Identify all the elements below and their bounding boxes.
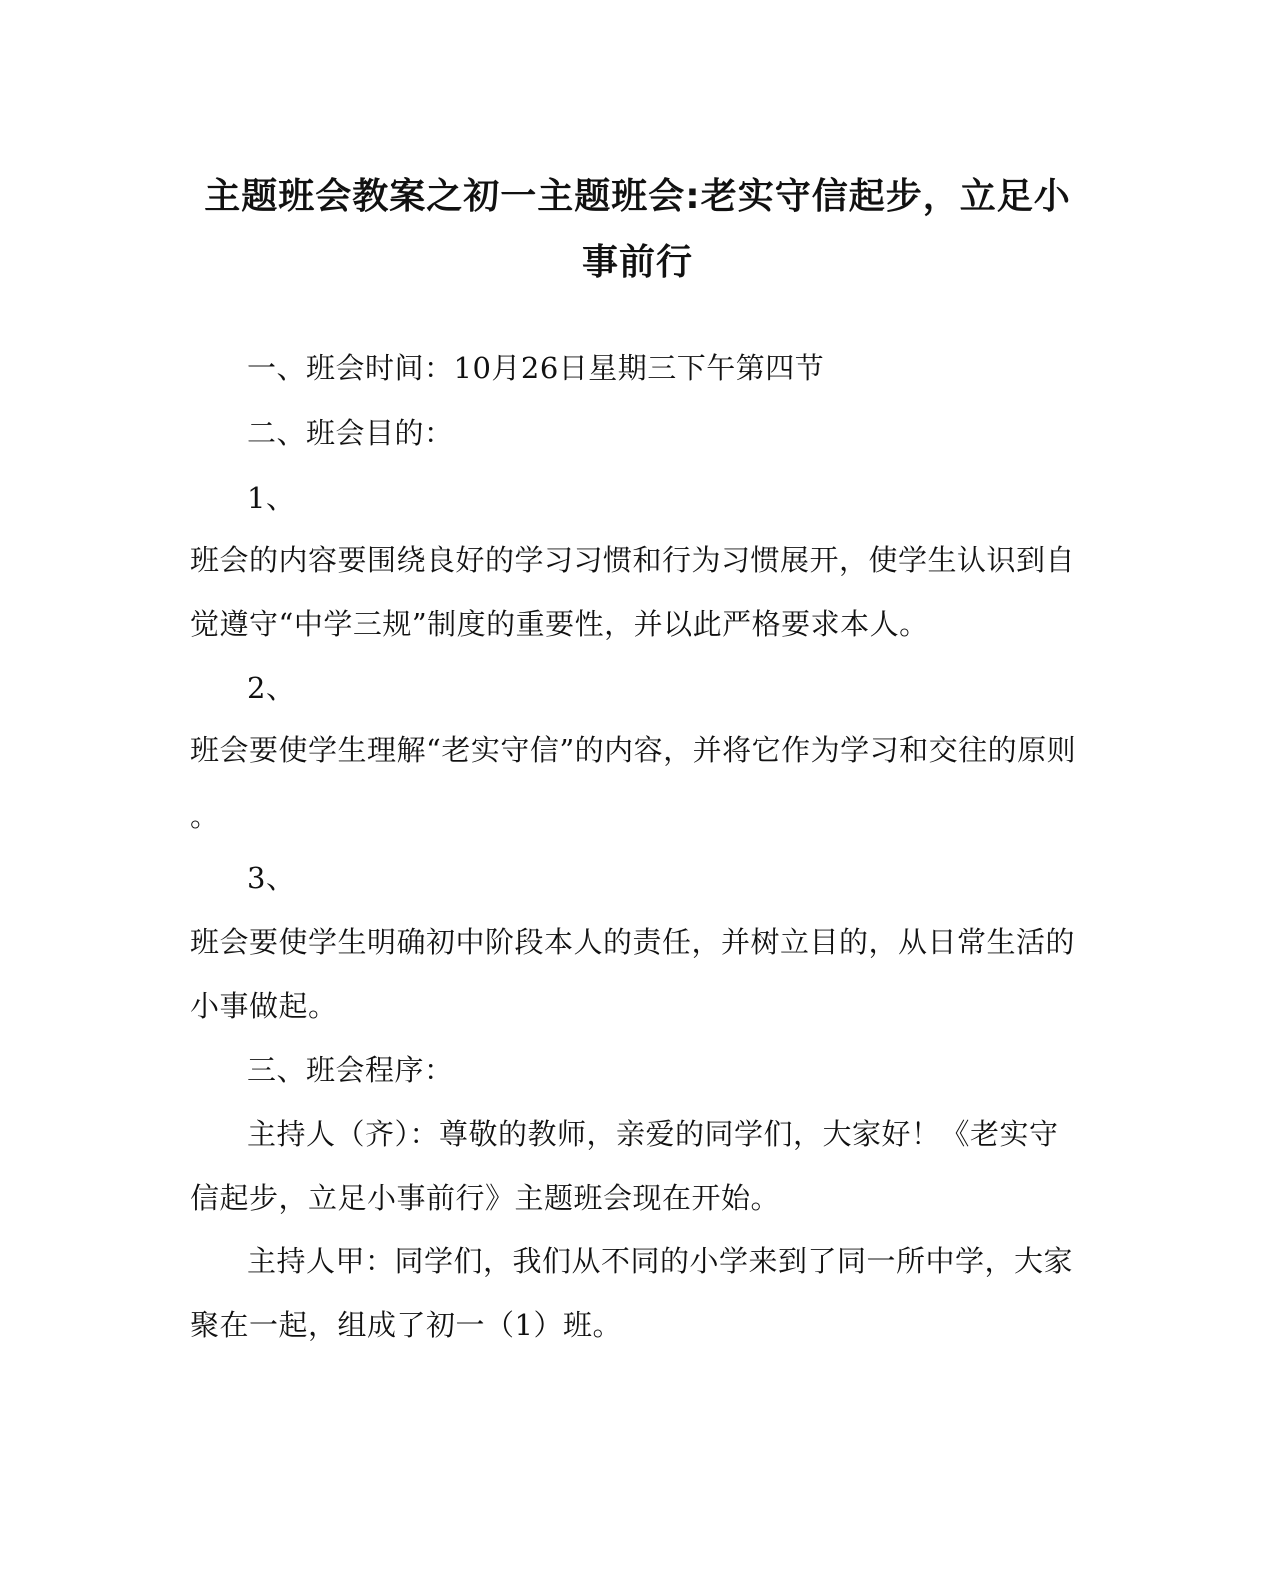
- meeting-time-line: 一、班会时间：10月26日星期三下午第四节: [247, 351, 825, 385]
- title-line-2: 事前行: [581, 242, 693, 283]
- purpose-item-2-number: 2、: [247, 671, 296, 705]
- meeting-purpose-heading: 二、班会目的：: [247, 416, 454, 450]
- host-together-line-1: 主持人（齐）：尊敬的教师，亲爱的同学们，大家好！《老实守: [247, 1117, 1059, 1151]
- document-title: [150, 164, 1125, 296]
- host-a-line-2: 聚在一起，组成了初一（1）班。: [190, 1308, 622, 1342]
- purpose-item-2-text-line-1: 班会要使学生理解“老实守信”的内容，并将它作为学习和交往的原则: [190, 733, 1077, 767]
- purpose-item-3-text-line-2: 小事做起。: [190, 989, 338, 1023]
- purpose-item-2-text-line-2: 。: [190, 799, 220, 833]
- host-together-line-2: 信起步，立足小事前行》主题班会现在开始。: [190, 1181, 781, 1215]
- purpose-item-1-text-line-2: 觉遵守“中学三规”制度的重要性，并以此严格要求本人。: [190, 607, 929, 641]
- host-a-line-1: 主持人甲：同学们，我们从不同的小学来到了同一所中学，大家: [247, 1244, 1074, 1278]
- purpose-item-1-text-line-1: 班会的内容要围绕良好的学习习惯和行为习惯展开，使学生认识到自: [190, 543, 1076, 577]
- purpose-item-3-number: 3、: [247, 861, 296, 895]
- title-line-1: 主题班会教案之初一主题班会:老实守信起步，立足小: [204, 176, 1071, 217]
- purpose-item-1-number: 1、: [247, 481, 296, 515]
- purpose-item-3-text-line-1: 班会要使学生明确初中阶段本人的责任，并树立目的，从日常生活的: [190, 925, 1076, 959]
- meeting-procedure-heading: 三、班会程序：: [247, 1053, 454, 1087]
